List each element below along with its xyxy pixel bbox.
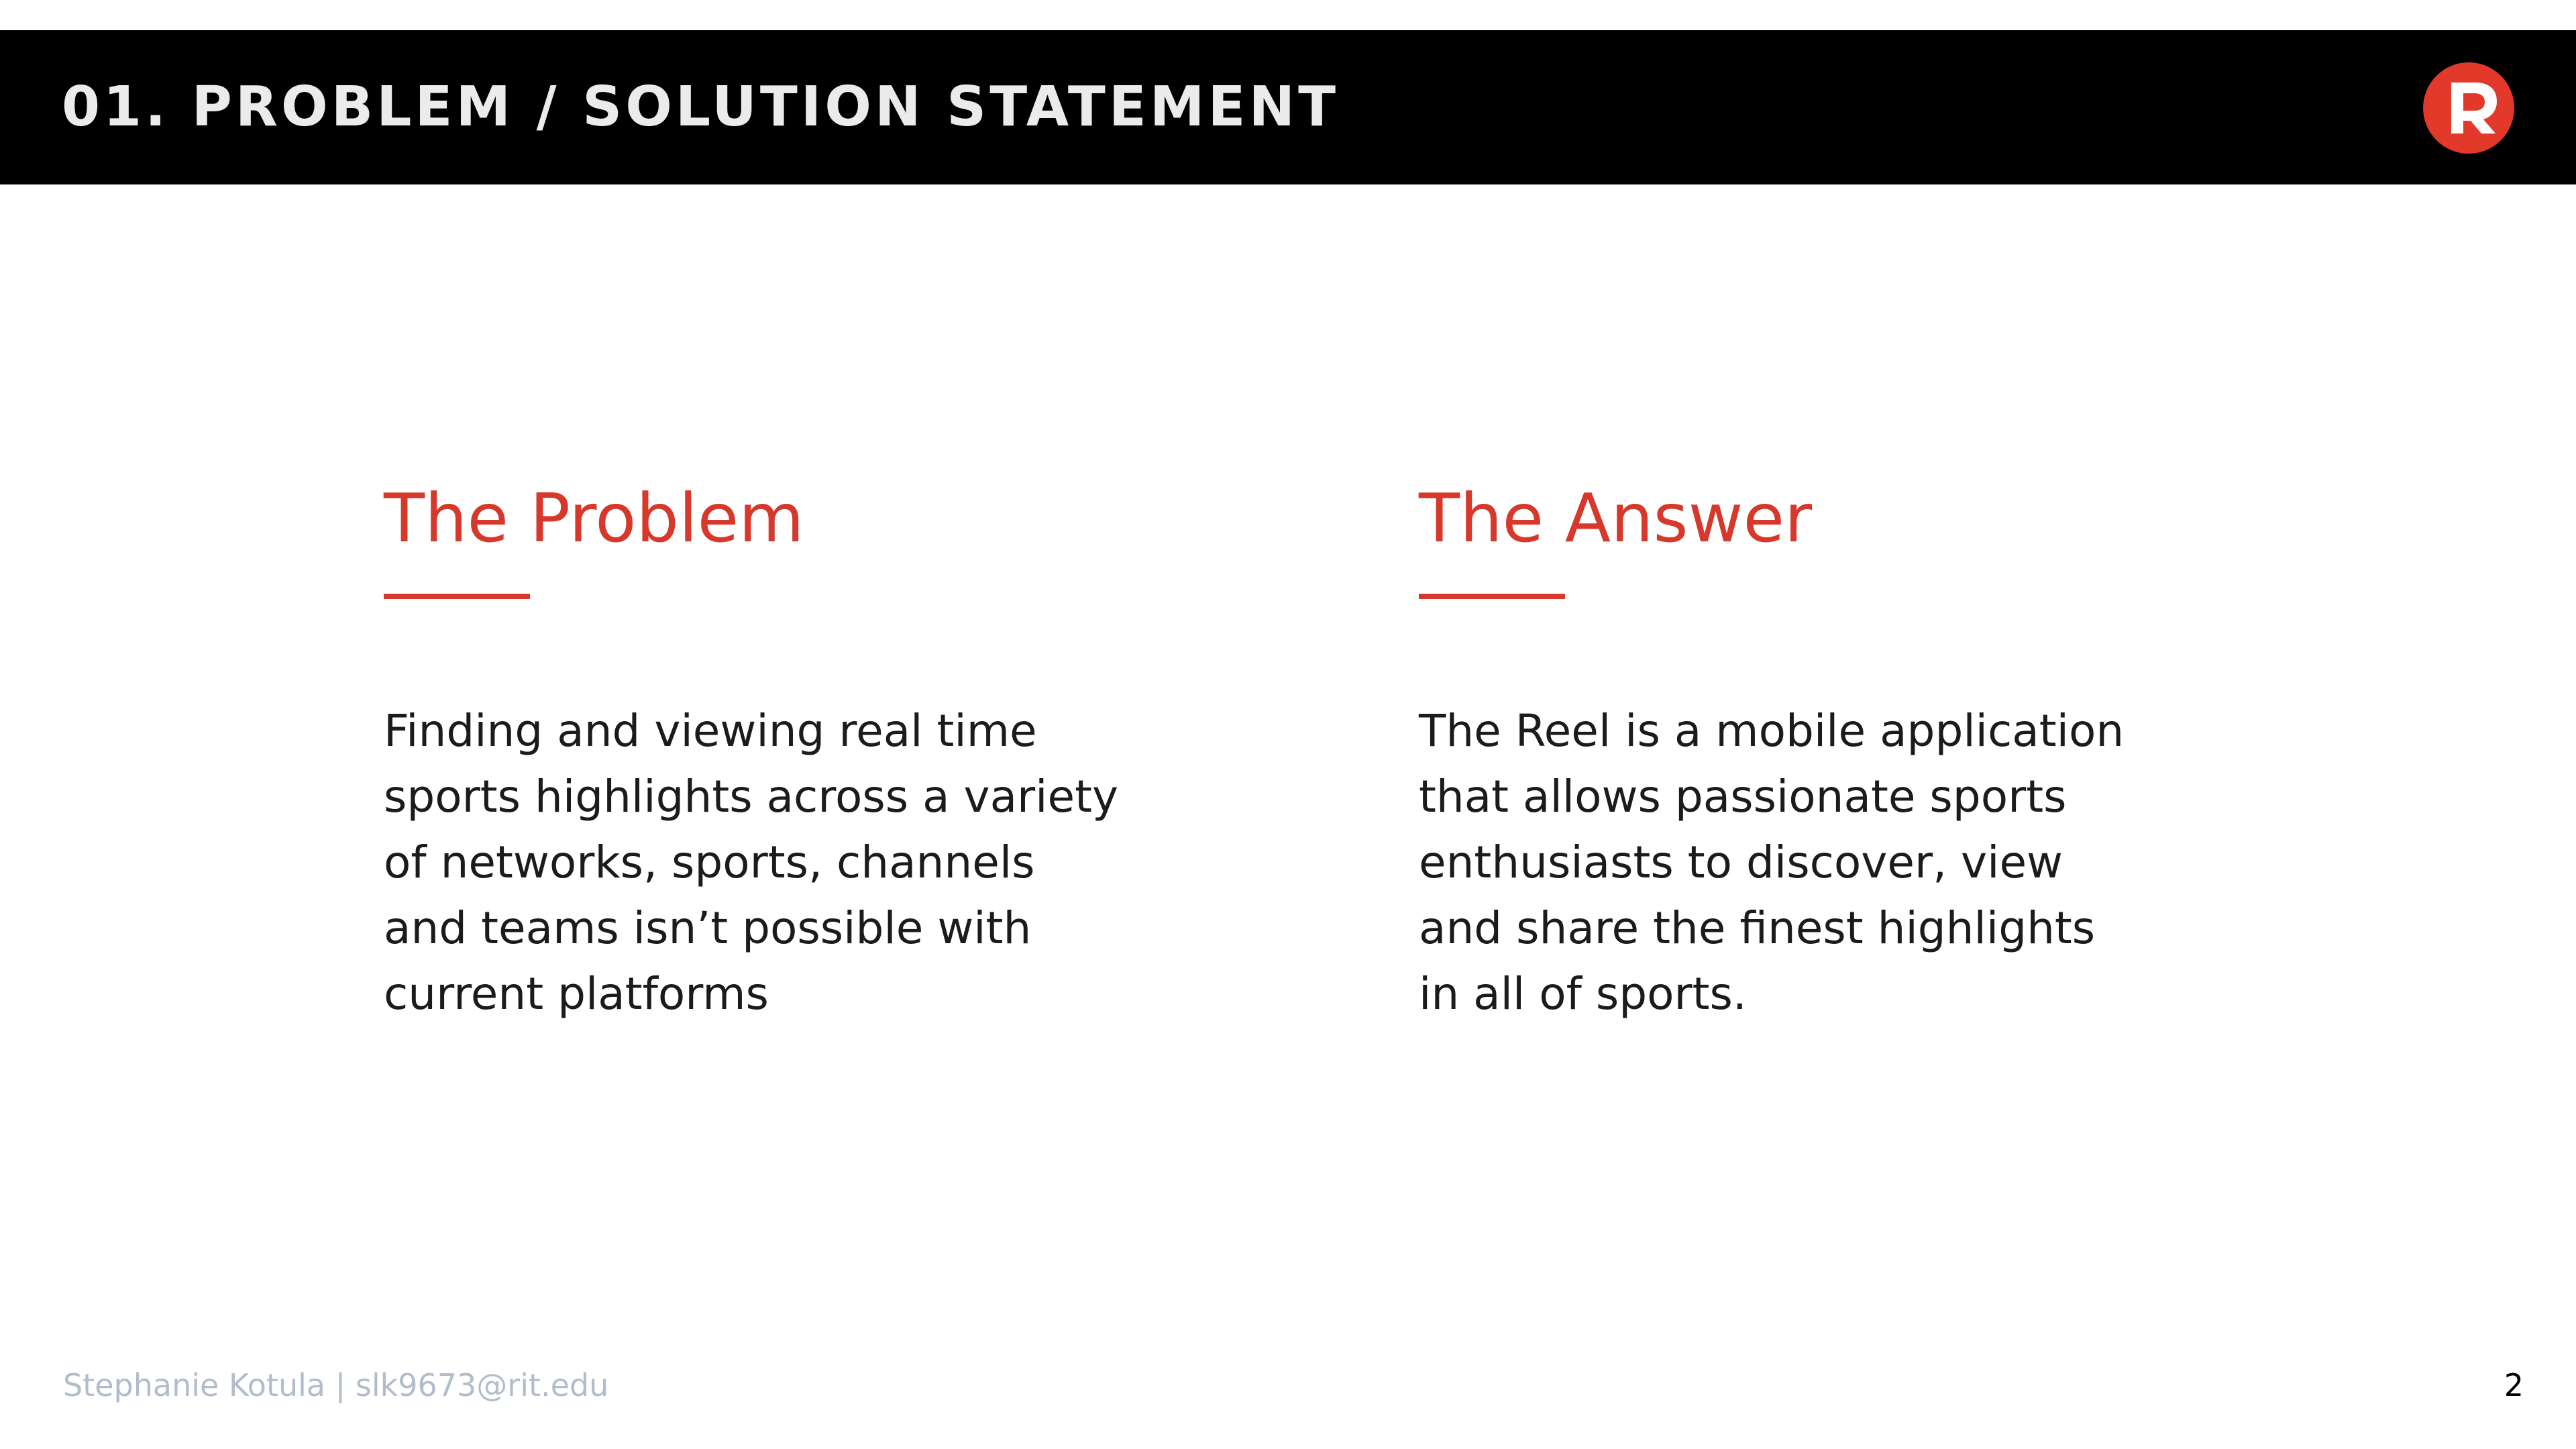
answer-column [1419, 470, 2190, 1027]
answer-divider [1419, 594, 1565, 599]
footer-credit: Stephanie Kotula | slk9673@rit.edu [63, 1367, 609, 1403]
problem-column [384, 470, 1155, 1027]
problem-divider [384, 594, 530, 599]
problem-heading: The Problem [384, 479, 804, 557]
answer-heading: The Answer [1419, 479, 1813, 557]
answer-text: The Reel is a mobile application that allows passionate sports enthusiasts to discover, view and share the finest highlights in all of sports. [1419, 705, 2125, 1020]
header-bar [0, 30, 2576, 184]
problem-text: Finding and viewing real time sports highlights across a variety of networks, sports, channels and teams isn’t possible with current platforms [384, 705, 1119, 1020]
page-number: 2 [2504, 1367, 2524, 1403]
slide-title: 01. PROBLEM / SOLUTION STATEMENT [62, 75, 1340, 139]
reel-logo-icon [2423, 62, 2514, 154]
